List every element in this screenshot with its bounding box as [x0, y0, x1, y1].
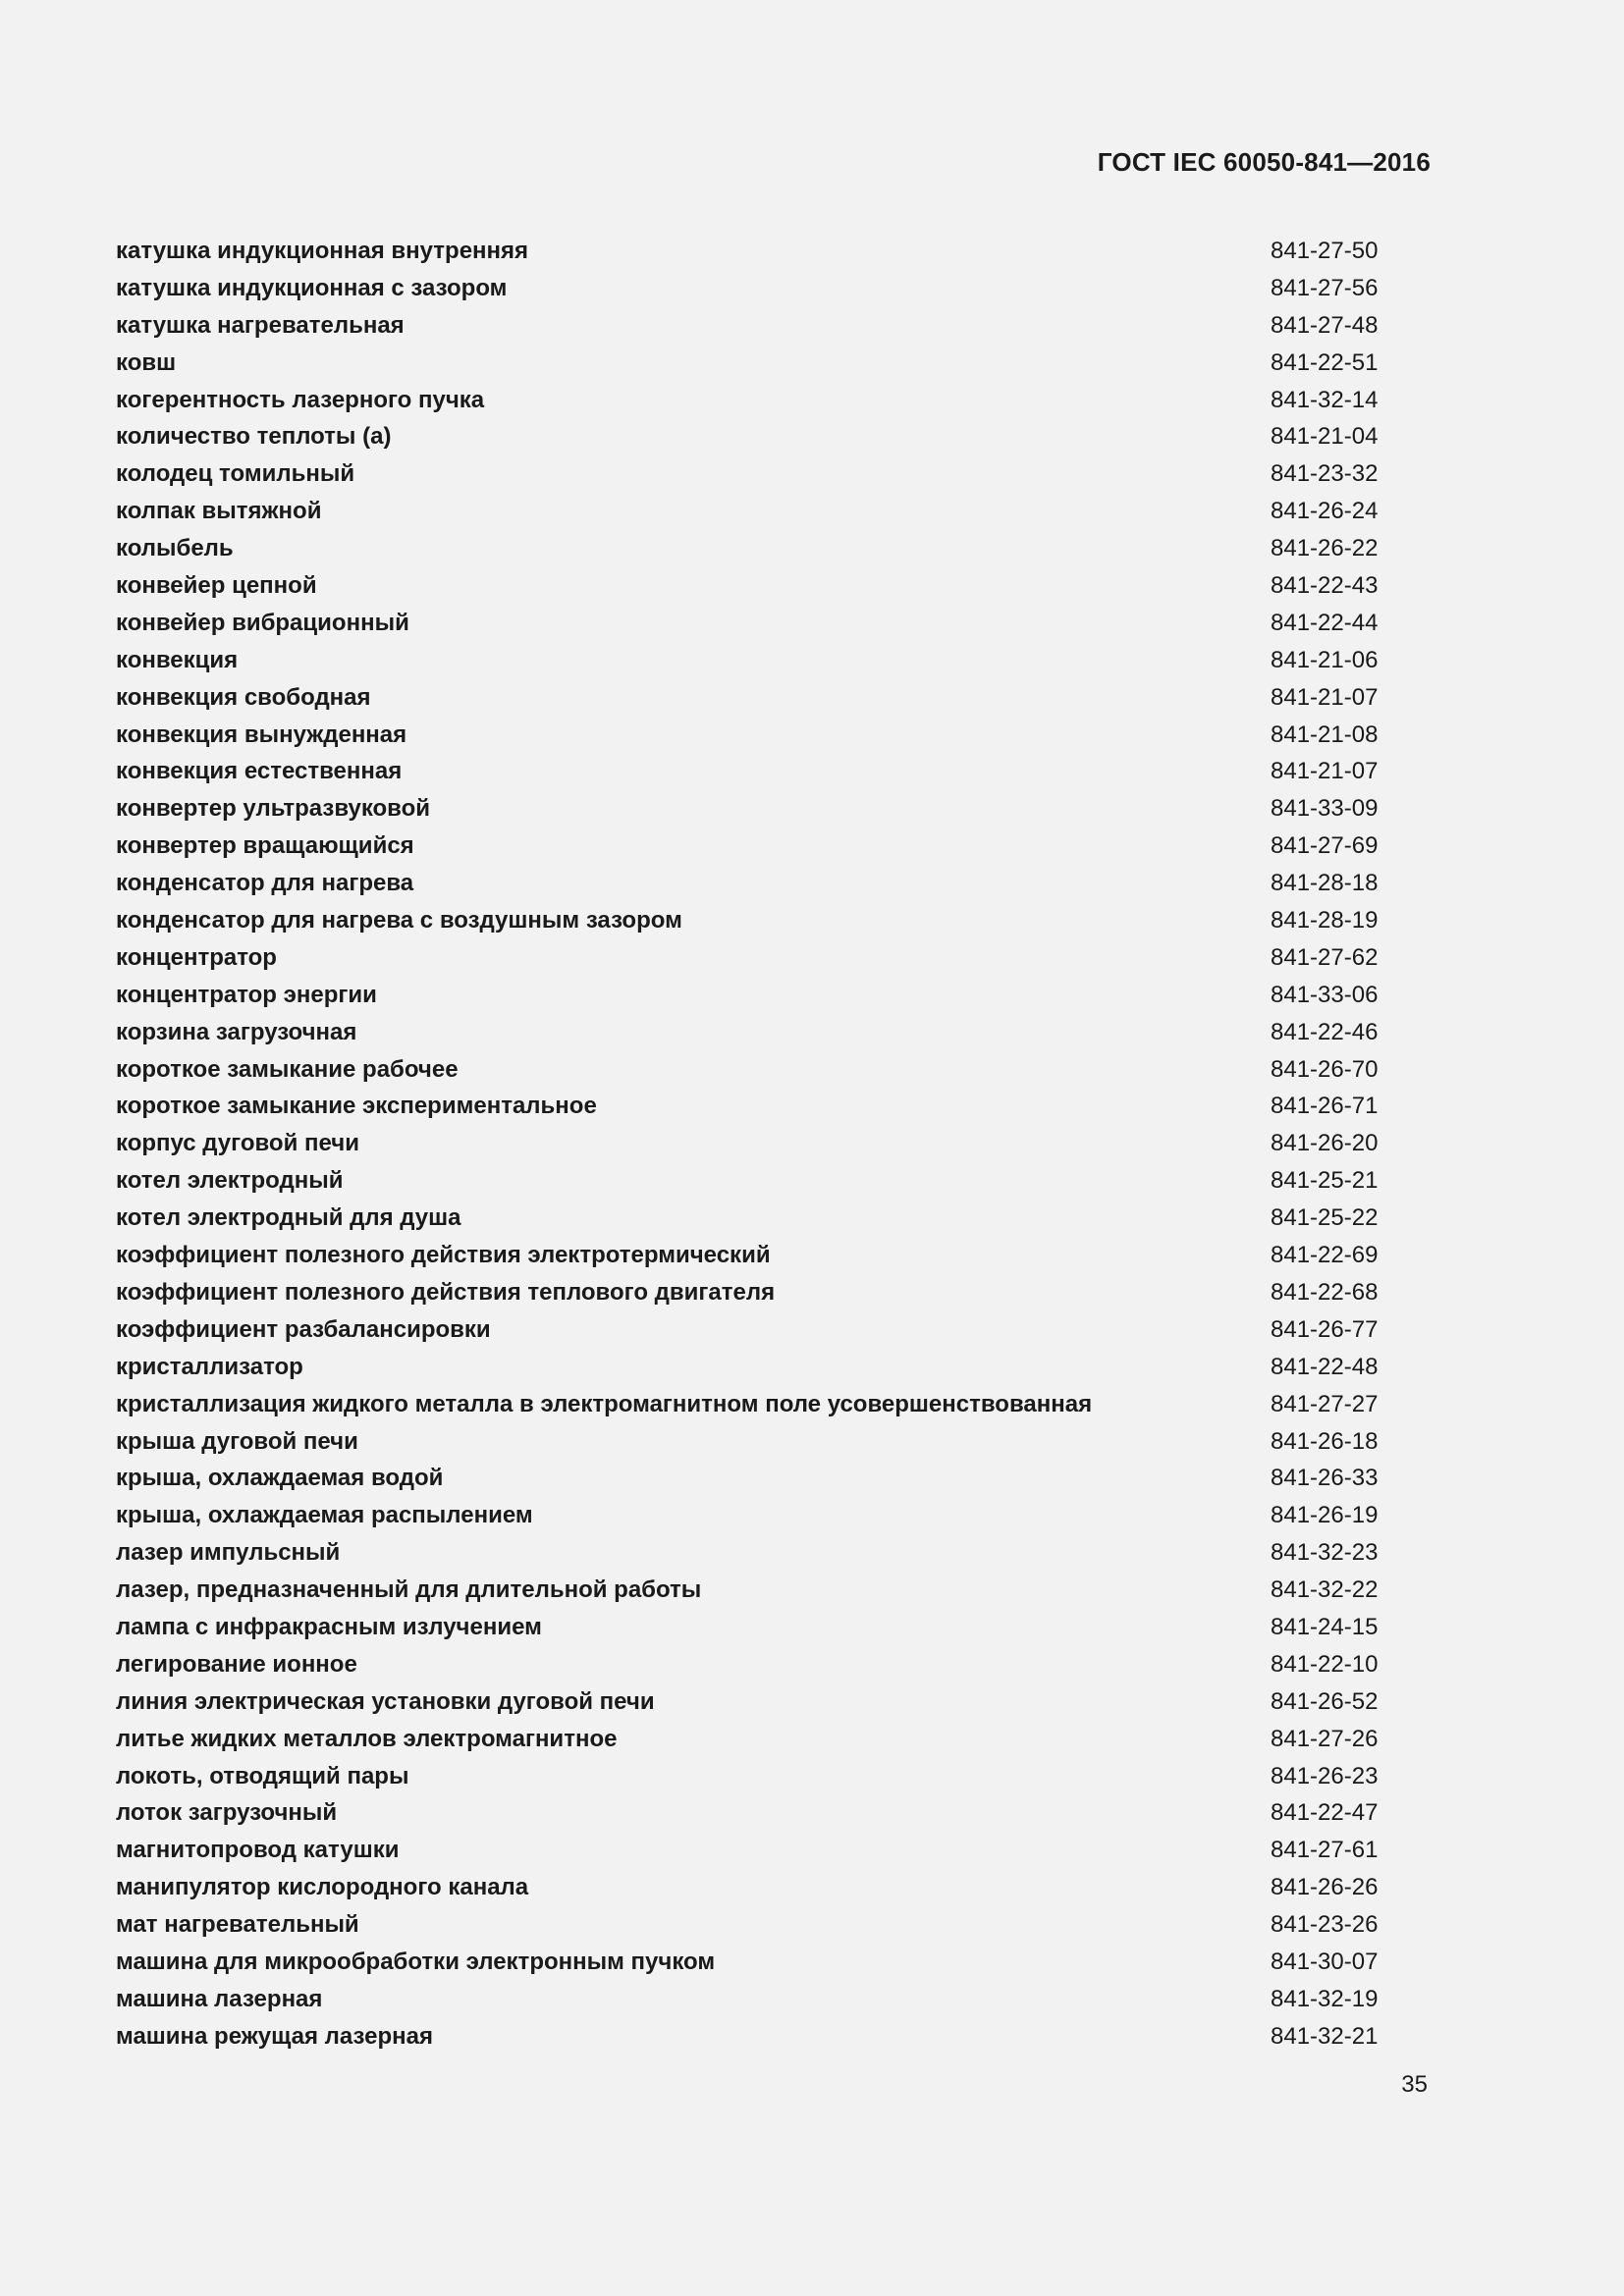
- index-code: 841-27-62: [1271, 943, 1379, 971]
- index-code: 841-32-22: [1271, 1576, 1379, 1604]
- index-term: конвейер цепной: [116, 572, 317, 600]
- index-code: 841-26-19: [1271, 1502, 1379, 1529]
- index-row: [116, 1237, 1382, 1274]
- index-term: конденсатор для нагрева: [116, 870, 414, 897]
- index-term: колпак вытяжной: [116, 498, 322, 525]
- index-code: 841-30-07: [1271, 1948, 1379, 1975]
- index-term: колыбель: [116, 535, 234, 562]
- index-term: литье жидких металлов электромагнитное: [116, 1725, 618, 1752]
- index-code: 841-27-50: [1271, 238, 1379, 264]
- index-code: 841-33-06: [1271, 981, 1379, 1008]
- index-row: [116, 1200, 1382, 1237]
- index-row: [116, 1386, 1382, 1423]
- index-row: [116, 1832, 1382, 1869]
- index-term: локоть, отводящий пары: [116, 1762, 409, 1789]
- index-row: [116, 307, 1382, 345]
- index-row: [116, 1311, 1382, 1349]
- index-term: крыша, охлаждаемая водой: [116, 1465, 444, 1492]
- index-term: короткое замыкание экспериментальное: [116, 1093, 597, 1120]
- index-term: катушка нагревательная: [116, 311, 405, 339]
- index-code: 841-32-21: [1271, 2022, 1379, 2050]
- index-term: котел электродный для душа: [116, 1204, 461, 1232]
- index-term: магнитопровод катушки: [116, 1837, 400, 1864]
- index-code: 841-22-68: [1271, 1278, 1379, 1306]
- index-term: кристаллизация жидкого металла в электромагнитном поле усовершенствованная: [116, 1390, 1093, 1417]
- index-row: [116, 1051, 1382, 1089]
- index-row: [116, 1944, 1382, 1981]
- index-code: 841-26-52: [1271, 1687, 1379, 1715]
- index-term: конвертер ультразвуковой: [116, 795, 431, 823]
- index-row: [116, 1758, 1382, 1795]
- index-term: короткое замыкание рабочее: [116, 1055, 459, 1083]
- index-code: 841-21-04: [1271, 423, 1379, 451]
- index-term: манипулятор кислородного канала: [116, 1874, 529, 1901]
- index-code: 841-27-69: [1271, 832, 1379, 860]
- index-term: лоток загрузочный: [116, 1799, 338, 1827]
- index-term: линия электрическая установки дуговой печи: [116, 1687, 655, 1715]
- index-code: 841-26-18: [1271, 1427, 1379, 1455]
- index-code: 841-32-14: [1271, 386, 1379, 413]
- index-term: конвертер вращающийся: [116, 832, 414, 860]
- index-term: машина лазерная: [116, 1985, 323, 2012]
- index-term: крыша дуговой печи: [116, 1427, 358, 1455]
- index-row: [116, 345, 1382, 382]
- index-term: коэффициент полезного действия теплового двигателя: [116, 1278, 776, 1306]
- index-row: [116, 493, 1382, 530]
- index-code: 841-32-23: [1271, 1539, 1379, 1567]
- index-code: 841-22-48: [1271, 1353, 1379, 1380]
- index-code: 841-22-51: [1271, 348, 1379, 376]
- index-row: [116, 1274, 1382, 1311]
- page-header-standard-code: ГОСТ IEC 60050-841—2016: [1097, 147, 1431, 177]
- index-term: концентратор: [116, 943, 277, 971]
- index-term: конвекция свободная: [116, 683, 371, 711]
- index-row: [116, 1683, 1382, 1721]
- index-row: [116, 717, 1382, 754]
- index-code: 841-27-61: [1271, 1837, 1379, 1864]
- index-term: колодец томильный: [116, 460, 355, 488]
- index-row: [116, 1794, 1382, 1832]
- index-row: [116, 1721, 1382, 1758]
- index-code: 841-27-56: [1271, 274, 1379, 301]
- index-row: [116, 865, 1382, 902]
- index-row: [116, 2018, 1382, 2056]
- index-code: 841-22-46: [1271, 1018, 1379, 1045]
- index-code: 841-21-07: [1271, 758, 1379, 785]
- index-row: [116, 567, 1382, 605]
- index-code: 841-22-47: [1271, 1799, 1379, 1827]
- index-term: ковш: [116, 348, 177, 376]
- index-row: [116, 939, 1382, 977]
- index-row: [116, 1349, 1382, 1386]
- index-term: количество теплоты (а): [116, 423, 392, 451]
- index-row: [116, 1423, 1382, 1461]
- index-row: [116, 679, 1382, 717]
- index-code: 841-22-43: [1271, 572, 1379, 600]
- index-row: [116, 418, 1382, 455]
- index-code: 841-21-06: [1271, 646, 1379, 673]
- index-row: [116, 902, 1382, 939]
- index-row: [116, 270, 1382, 307]
- index-code: 841-23-26: [1271, 1911, 1379, 1939]
- index-code: 841-27-27: [1271, 1390, 1379, 1417]
- index-code: 841-26-77: [1271, 1315, 1379, 1343]
- index-term: конвекция: [116, 646, 239, 673]
- index-row: [116, 455, 1382, 493]
- index-row: [116, 1534, 1382, 1572]
- index-term: конвекция естественная: [116, 758, 403, 785]
- page-number: 35: [1401, 2071, 1428, 2098]
- index-term: концентратор энергии: [116, 981, 377, 1008]
- index-row: [116, 605, 1382, 642]
- index-row: [116, 1125, 1382, 1162]
- index-code: 841-24-15: [1271, 1613, 1379, 1640]
- index-code: 841-32-19: [1271, 1985, 1379, 2012]
- index-row: [116, 790, 1382, 828]
- index-term: корпус дуговой печи: [116, 1130, 359, 1157]
- index-code: 841-21-07: [1271, 683, 1379, 711]
- index-term: кристаллизатор: [116, 1353, 303, 1380]
- index-code: 841-28-18: [1271, 870, 1379, 897]
- index-code: 841-26-20: [1271, 1130, 1379, 1157]
- index-term: когерентность лазерного пучка: [116, 386, 485, 413]
- index-code: 841-26-71: [1271, 1093, 1379, 1120]
- index-term: машина режущая лазерная: [116, 2022, 434, 2050]
- index-term: катушка индукционная с зазором: [116, 274, 508, 301]
- index-row: [116, 1162, 1382, 1200]
- index-term: коэффициент полезного действия электротермический: [116, 1242, 771, 1269]
- index-code: 841-25-22: [1271, 1204, 1379, 1232]
- index-term: конвейер вибрационный: [116, 609, 409, 636]
- term-index-list: [116, 233, 1382, 2056]
- index-code: 841-33-09: [1271, 795, 1379, 823]
- index-row: [116, 1460, 1382, 1497]
- index-term: корзина загрузочная: [116, 1018, 357, 1045]
- index-code: 841-27-48: [1271, 311, 1379, 339]
- index-term: катушка индукционная внутренняя: [116, 238, 529, 264]
- index-row: [116, 1609, 1382, 1646]
- index-term: конвекция вынужденная: [116, 721, 407, 748]
- index-code: 841-26-33: [1271, 1465, 1379, 1492]
- index-code: 841-25-21: [1271, 1167, 1379, 1195]
- index-term: мат нагревательный: [116, 1911, 359, 1939]
- index-term: коэффициент разбалансировки: [116, 1315, 491, 1343]
- index-term: котел электродный: [116, 1167, 344, 1195]
- index-term: крыша, охлаждаемая распылением: [116, 1502, 533, 1529]
- index-row: [116, 1981, 1382, 2018]
- index-term: лазер импульсный: [116, 1539, 341, 1567]
- index-code: 841-26-22: [1271, 535, 1379, 562]
- index-row: [116, 1906, 1382, 1944]
- index-code: 841-22-69: [1271, 1242, 1379, 1269]
- index-code: 841-22-10: [1271, 1650, 1379, 1678]
- index-row: [116, 642, 1382, 679]
- index-row: [116, 1014, 1382, 1051]
- index-row: [116, 382, 1382, 419]
- index-term: лазер, предназначенный для длительной работы: [116, 1576, 702, 1604]
- index-row: [116, 828, 1382, 865]
- index-code: 841-21-08: [1271, 721, 1379, 748]
- index-row: [116, 1497, 1382, 1534]
- index-row: [116, 1646, 1382, 1683]
- index-row: [116, 977, 1382, 1014]
- index-code: 841-23-32: [1271, 460, 1379, 488]
- index-term: конденсатор для нагрева с воздушным зазором: [116, 907, 682, 934]
- index-code: 841-26-26: [1271, 1874, 1379, 1901]
- index-row: [116, 233, 1382, 270]
- index-row: [116, 530, 1382, 567]
- index-term: легирование ионное: [116, 1650, 357, 1678]
- index-row: [116, 1869, 1382, 1906]
- index-code: 841-26-70: [1271, 1055, 1379, 1083]
- index-term: машина для микрообработки электронным пучком: [116, 1948, 716, 1975]
- index-code: 841-22-44: [1271, 609, 1379, 636]
- index-row: [116, 753, 1382, 790]
- index-code: 841-28-19: [1271, 907, 1379, 934]
- index-row: [116, 1572, 1382, 1609]
- index-code: 841-26-23: [1271, 1762, 1379, 1789]
- index-term: лампа с инфракрасным излучением: [116, 1613, 542, 1640]
- index-code: 841-26-24: [1271, 498, 1379, 525]
- index-code: 841-27-26: [1271, 1725, 1379, 1752]
- index-row: [116, 1088, 1382, 1125]
